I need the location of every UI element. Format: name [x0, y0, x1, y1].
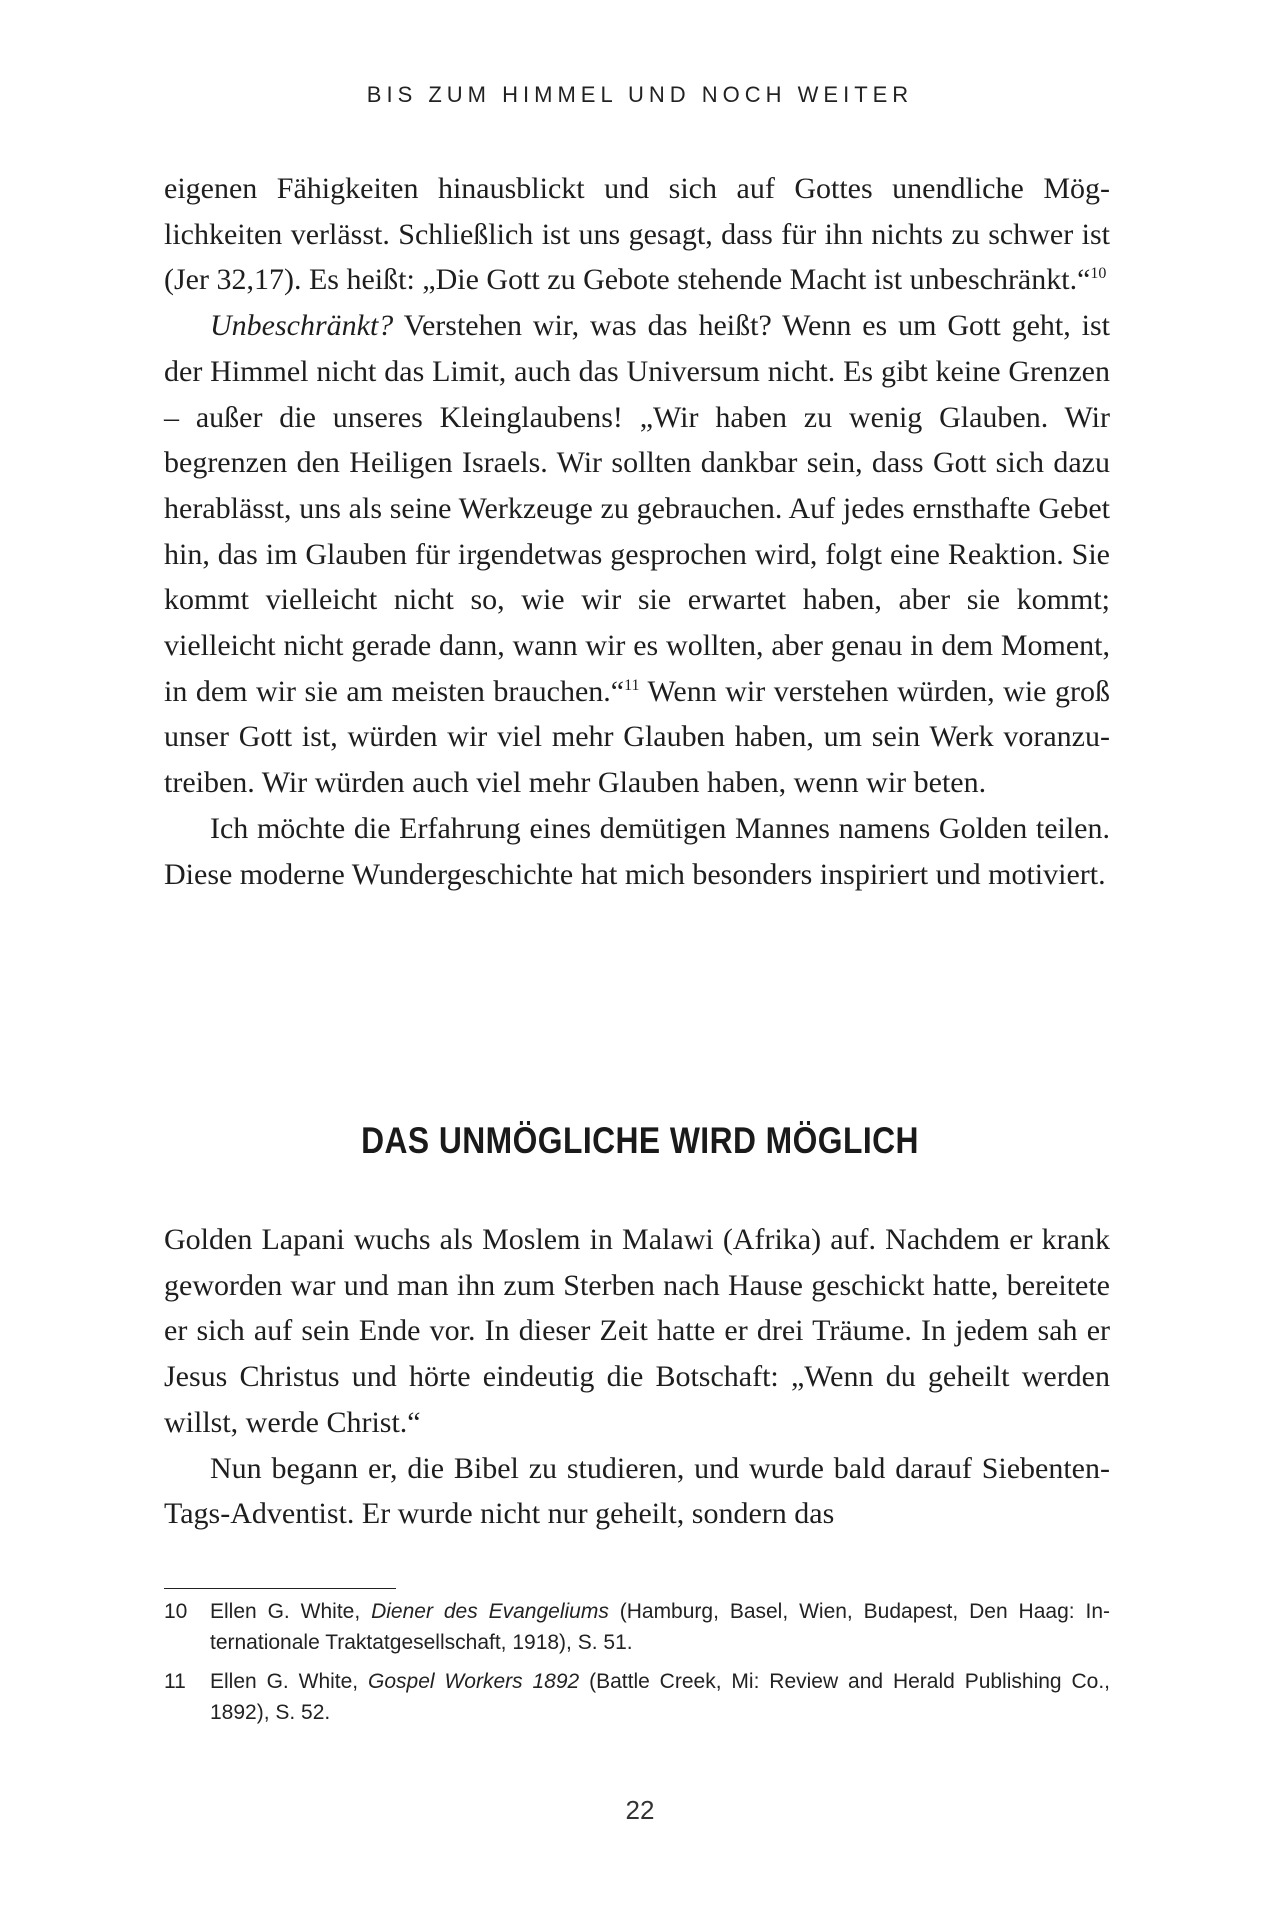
- paragraph-1: [164, 166, 1110, 303]
- paragraph-2-text-b: Wenn wir verstehen würden, wie groß unser Gott ist, würden wir viel mehr Glauben haben, um sein Werk voranzutreiben. Wir würden auch viel mehr Glauben haben, wenn wir beten.: [164, 674, 1111, 800]
- footnote-number: 11: [164, 1670, 186, 1693]
- paragraph-1-text: eigenen Fähigkeiten hinausblickt und sich auf Gottes unendliche Möglichkeiten verlässt. Schließlich ist uns gesagt, dass für ihn nichts zu schwer ist (Jer 32,17). Es heißt: „Die Gott zu Gebote stehende Macht ist unbeschränkt.“: [164, 172, 1110, 297]
- paragraph-5: Nun begann er, die Bibel zu studieren, und wurde bald darauf Siebenten-Tags-Adventist. Er wurde nicht nur geheilt, sondern das: [164, 1451, 1110, 1531]
- body-text-upper: [164, 166, 1110, 897]
- footnote-title: Diener des Evangeliums: [371, 1600, 609, 1623]
- paragraph-2: [164, 303, 1110, 806]
- footnote-ref-10[interactable]: 10: [1090, 265, 1107, 283]
- footnote-11: [164, 1666, 1110, 1728]
- footnote-number: 10: [164, 1600, 188, 1623]
- footnote-author: Ellen G. White,: [210, 1670, 369, 1693]
- page-number: 22: [625, 1795, 655, 1825]
- footnote-author: Ellen G. White,: [210, 1600, 372, 1623]
- paragraph-4: Golden Lapani wuchs als Moslem in Malawi (Afrika) auf. Nachdem er krank geworden war und man ihn zum Sterben nach Hause geschickt hatte, bereitete er sich auf sein Ende vor. In dieser Zeit hatte er drei Träume. In jedem sah er Jesus Christus und hörte eindeutig die Botschaft: „Wenn du geheilt werden willst, werde Christ.“: [164, 1223, 1110, 1439]
- footnote-details: (Battle Creek, Mi: Review and Herald Publishing Co., 1892), S. 52.: [210, 1670, 1110, 1724]
- paragraph-2-text-a: Verstehen wir, was das heißt? Wenn es um Gott geht, ist der Himmel nicht das Limit, auch das Universum nicht. Es gibt keine Grenzen – außer die unseres Kleinglaubens! „Wir haben zu wenig Glauben. Wir begrenzen den Heiligen Israels. Wir sollten dankbar sein, dass Gott sich dazu herablässt, uns als seine Werkzeuge zu gebrauchen. Auf jedes ernsthafte Gebet hin, das im Glauben für irgendetwas gesprochen wird, folgt eine Reaktion. Sie kommt vielleicht nicht so, wie wir sie erwartet haben, aber sie kommt; vielleicht nicht gerade dann, wann wir es wollten, aber genau in dem Moment, in dem wir sie am meisten brauchen.“: [164, 309, 1110, 708]
- footnote-rule: [164, 1588, 396, 1589]
- section-heading: DAS UNMÖGLICHE WIRD MÖGLICH: [361, 1120, 919, 1161]
- footnote-ref-11[interactable]: 11: [624, 676, 640, 694]
- emphasis-unbeschraenkt: Unbeschränkt?: [210, 309, 394, 343]
- footnote-text: [210, 1666, 1110, 1728]
- body-text-lower: [164, 1217, 1110, 1537]
- footnote-details: (Hamburg, Basel, Wien, Budapest, Den Haag: Internationale Traktatgesellschaft, 1918), S. 51.: [210, 1600, 1110, 1654]
- running-head: BIS ZUM HIMMEL UND NOCH WEITER: [366, 82, 914, 107]
- paragraph-3: Ich möchte die Erfahrung eines demütigen Mannes namens Golden teilen. Diese moderne Wundergeschichte hat mich besonders inspiriert und motiviert.: [164, 811, 1110, 891]
- footnotes: [164, 1596, 1110, 1736]
- footnote-text: [210, 1596, 1110, 1658]
- footnote-10: [164, 1596, 1110, 1658]
- footnote-title: Gospel Workers 1892: [368, 1670, 580, 1693]
